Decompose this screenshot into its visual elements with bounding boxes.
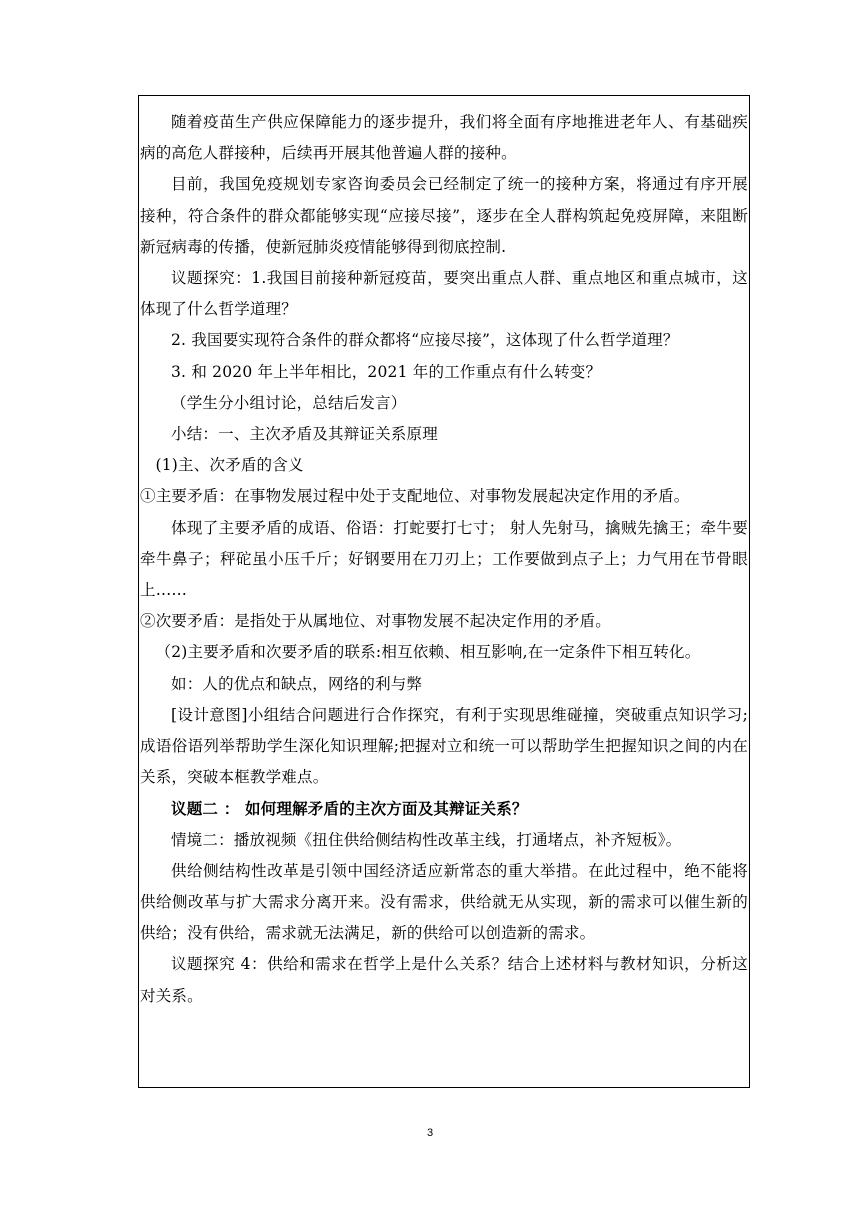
paragraph: 议题探究 4：供给和需求在哲学上是什么关系？结合上述材料与教材知识，分析这对关系。 [140,955,748,1005]
paragraph: 小结：一、主次矛盾及其辩证关系原理 [171,425,438,444]
page-number: 3 [426,1127,434,1139]
paragraph: 随着疫苗生产供应保障能力的逐步提升，我们将全面有序地推进老年人、有基础疾病的高危人群接种，后续再开展其他普遍人群的接种。 [140,113,748,163]
paragraph: 目前，我国免疫规划专家咨询委员会已经制定了统一的接种方案，将通过有序开展接种，符合条件的群众都能够实现“应接尽接”，逐步在全人群构筑起免疫屏障，来阻断新冠病毒的传播，使新冠肺炎疫情能够得到彻底控制. [140,175,748,256]
paragraph: 体现了主要矛盾的成语、俗语：打蛇要打七寸； 射人先射马，擒贼先擒王；牵牛要牵牛鼻子；秤砣虽小压千斤；好钢要用在刀刃上；工作要做到点子上；力气用在节骨眼上…… [140,518,748,600]
paragraph: 议题二 ： 如何理解矛盾的主次方面及其辩证关系？ [171,799,528,819]
paragraph: [设计意图]小组结合问题进行合作探究，有利于实现思维碰撞，突破重点知识学习;成语俗语列举帮助学生深化知识理解;把握对立和统一可以帮助学生把握知识之间的内在关系，突破本框教学难点。 [140,705,748,787]
paragraph: （学生分小组讨论，总结后发言） [171,393,407,412]
paragraph: 议题探究：1.我国目前接种新冠疫苗，要突出重点人群、重点地区和重点城市，这体现了什么哲学道理？ [140,269,748,319]
paragraph: ②次要矛盾：是指处于从属地位、对事物发展不起决定作用的矛盾。 [140,612,612,631]
paragraph: 3. 和 2020 年上半年相比，2021 年的工作重点有什么转变？ [171,362,602,381]
paragraph: ①主要矛盾：在事物发展过程中处于支配地位、对事物发展起决定作用的矛盾。 [140,487,690,506]
paragraph: (1)主、次矛盾的含义 [155,456,304,475]
paragraph: 2. 我国要实现符合条件的群众都将“应接尽接”，这体现了什么哲学道理？ [171,331,679,350]
paragraph: 情境二：播放视频《扭住供给侧结构性改革主线，打通堵点，补齐短板》。 [171,830,682,849]
document-body [140,107,748,1012]
paragraph: 供给侧结构性改革是引领中国经济适应新常态的重大举措。在此过程中，绝不能将供给侧改革与扩大需求分离开来。没有需求，供给就无从实现，新的需求可以催生新的供给；没有供给，需求就无法满足，新的供给可以创造新的需求。 [140,861,748,943]
paragraph: 如：人的优点和缺点，网络的利与弊 [171,674,423,693]
paragraph: （2)主要矛盾和次要矛盾的联系:相互依赖、相互影响,在一定条件下相互转化。 [155,643,701,662]
